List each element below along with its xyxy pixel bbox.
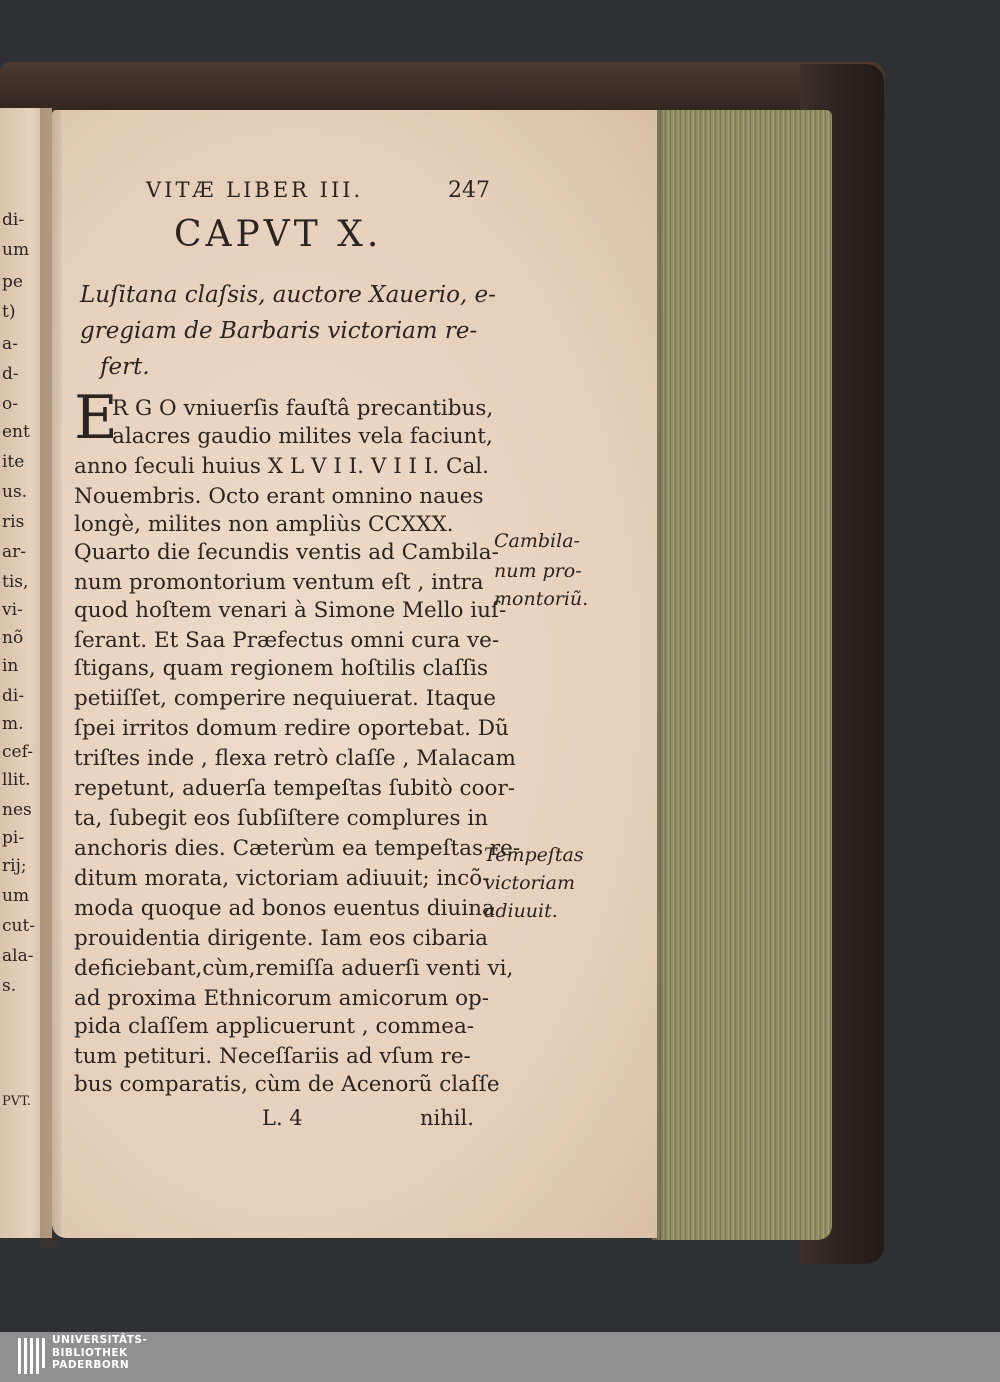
summary-line: fert. — [100, 354, 150, 380]
left-fragment: ala- — [2, 946, 34, 966]
library-name-line: PADERBORN — [52, 1359, 130, 1371]
summary-line: Luſitana claſsis, auctore Xauerio, e- — [80, 282, 496, 308]
left-fragment: t) — [2, 302, 16, 322]
body-line: anchoris dies. Cæterùm ea tempeſtas re- — [74, 836, 521, 861]
chapter-title: CAPVT X. — [174, 214, 383, 255]
margin-note-line: Tempeſtas — [484, 844, 584, 866]
left-fragment: um — [2, 886, 30, 906]
drop-capital: E — [74, 383, 118, 453]
left-fragment: tis, — [2, 572, 29, 592]
body-line: prouidentia dirigente. Iam eos cibaria — [74, 926, 488, 951]
left-fragment: di- — [2, 210, 25, 230]
left-fragment: a- — [2, 334, 18, 354]
left-fragment: nõ — [2, 628, 24, 648]
body-line: longè, milites non ampliùs CCXXX. — [74, 512, 454, 537]
left-fragment: rij; — [2, 856, 27, 876]
left-fragment: ris — [2, 512, 25, 532]
body-line: repetunt, aduerſa tempeſtas ſubitò coor- — [74, 776, 516, 801]
body-line: pida claſſem applicuerunt , commea- — [74, 1014, 475, 1039]
body-line: ad proxima Ethnicorum amicorum op- — [74, 986, 490, 1011]
body-line: bus comparatis, cùm de Acenorũ claſſe — [74, 1072, 500, 1097]
body-line: tum petituri. Neceſſariis ad vſum re- — [74, 1044, 471, 1069]
body-line: Quarto die ſecundis ventis ad Cambila- — [74, 540, 499, 565]
body-line: alacres gaudio milites vela faciunt, — [112, 424, 493, 449]
left-fragment: us. — [2, 482, 28, 502]
left-fragment: cut- — [2, 916, 36, 936]
margin-note-line: Cambila- — [494, 530, 580, 552]
catchword: nihil. — [420, 1106, 474, 1130]
body-line: triſtes inde , flexa retrò claſſe , Malacam — [74, 746, 516, 771]
left-fragment: d- — [2, 364, 19, 384]
page-number: 247 — [448, 178, 490, 203]
body-line: ſtigans, quam regionem hoſtilis claſſis — [74, 656, 489, 681]
body-line: num promontorium ventum eſt , intra — [74, 570, 484, 595]
book-gutter — [40, 108, 62, 1248]
body-line: R G O vniuerſis fauſtâ precantibus, — [112, 396, 494, 421]
body-line: petiiſſet, comperire nequiuerat. Itaque — [74, 686, 496, 711]
body-line: quod hoſtem venari à Simone Mello iuſ- — [74, 598, 507, 623]
body-line: ta, ſubegit eos ſubſiſtere complures in — [74, 806, 489, 831]
page-edges — [652, 110, 832, 1240]
signature-mark: L. 4 — [262, 1106, 303, 1130]
library-footer-band — [0, 1332, 1000, 1382]
library-name — [52, 1334, 147, 1372]
left-fragment: cef- — [2, 742, 34, 762]
left-fragment: ar- — [2, 542, 27, 562]
left-fragment: di- — [2, 686, 25, 706]
left-fragment: ite — [2, 452, 25, 472]
left-fragment: vi- — [2, 600, 23, 620]
left-fragment: nes — [2, 800, 32, 820]
body-line: ſpei irritos domum redire oportebat. Dũ — [74, 716, 509, 741]
margin-note-line: victoriam — [484, 872, 576, 894]
left-fragment: um — [2, 240, 30, 260]
left-fragment: PVT. — [2, 1094, 32, 1109]
body-line: ſerant. Et Saa Præfectus omni cura ve- — [74, 628, 500, 653]
left-fragment: llit. — [2, 770, 31, 790]
left-fragment: s. — [2, 976, 17, 996]
margin-note-line: adiuuit. — [484, 900, 558, 922]
body-line: anno ſeculi huius X L V I I. V I I I. Cal. — [74, 454, 489, 479]
body-line: ditum morata, victoriam adiuuit; incõ- — [74, 866, 490, 891]
margin-note-line: num pro- — [494, 560, 582, 582]
summary-line: gregiam de Barbaris victoriam re- — [80, 318, 478, 344]
body-line: moda quoque ad bonos euentus diuina — [74, 896, 495, 921]
left-fragment: o- — [2, 394, 18, 414]
body-line: Nouembris. Octo erant omnino naues — [74, 484, 484, 509]
library-name-line: BIBLIOTHEK — [52, 1346, 128, 1359]
body-line: deficiebant,cùm,remiſſa aduerſi venti vi, — [74, 956, 514, 981]
left-fragment: m. — [2, 714, 24, 734]
left-fragment: pi- — [2, 828, 25, 848]
running-title: VITÆ LIBER III. — [146, 178, 364, 202]
left-fragment: pe — [2, 272, 23, 292]
left-fragment: ent — [2, 422, 30, 442]
margin-note-line: montoriũ. — [494, 588, 589, 610]
library-name-line: UNIVERSITÄTS- — [52, 1334, 148, 1346]
left-fragment: in — [2, 656, 19, 676]
